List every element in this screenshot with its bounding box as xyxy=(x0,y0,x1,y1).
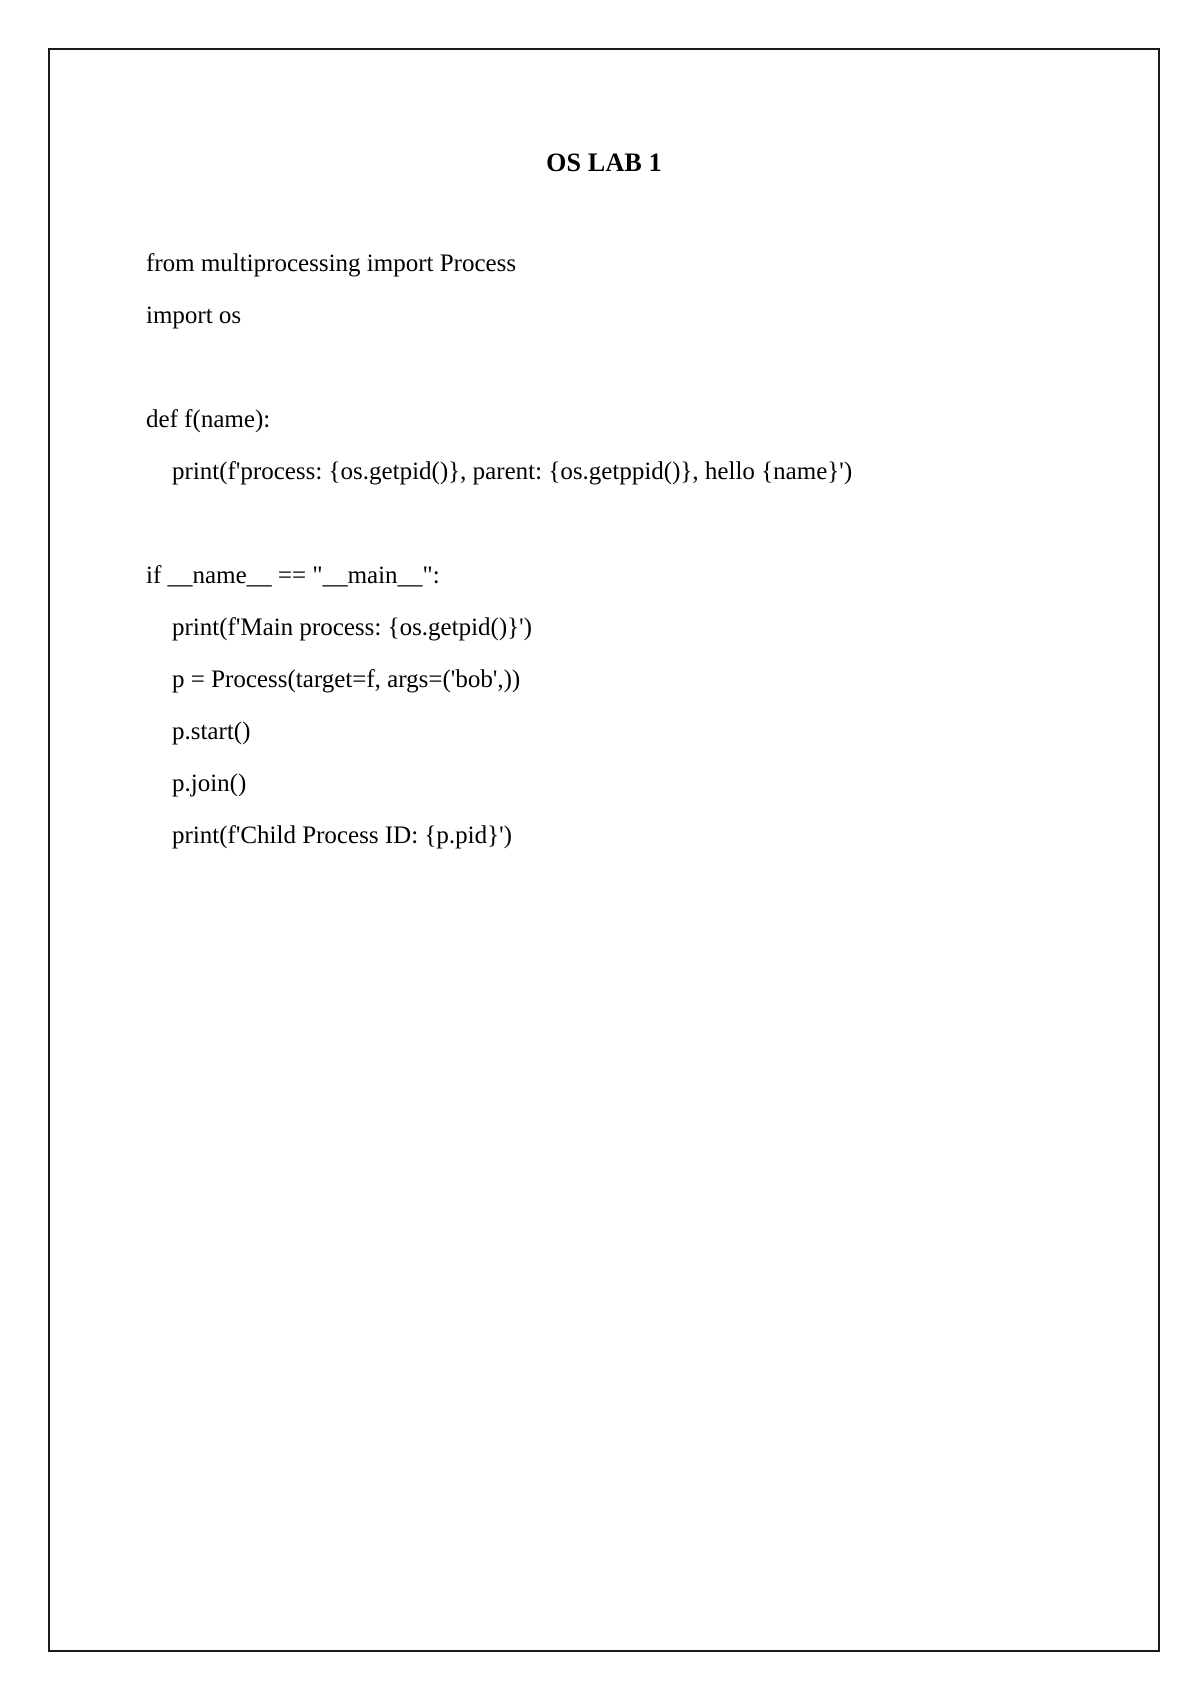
code-line: print(f'Child Process ID: {p.pid}') xyxy=(172,822,512,849)
code-line xyxy=(146,354,1106,406)
code-line: from multiprocessing import Process xyxy=(146,250,517,277)
code-block xyxy=(146,250,1106,874)
code-line: print(f'process: {os.getpid()}, parent: {os.getppid()}, hello {name}') xyxy=(172,458,853,485)
code-line: p.start() xyxy=(172,718,251,745)
code-line: p = Process(target=f, args=('bob',)) xyxy=(172,666,521,693)
code-line: print(f'Main process: {os.getpid()}') xyxy=(172,614,533,641)
document-title: OS LAB 1 xyxy=(546,148,662,177)
code-line: def f(name): xyxy=(146,406,271,433)
code-line: import os xyxy=(146,302,242,329)
code-line: if __name__ == "__main__": xyxy=(146,562,440,589)
code-line: p.join() xyxy=(172,770,247,797)
code-line xyxy=(146,510,1106,562)
